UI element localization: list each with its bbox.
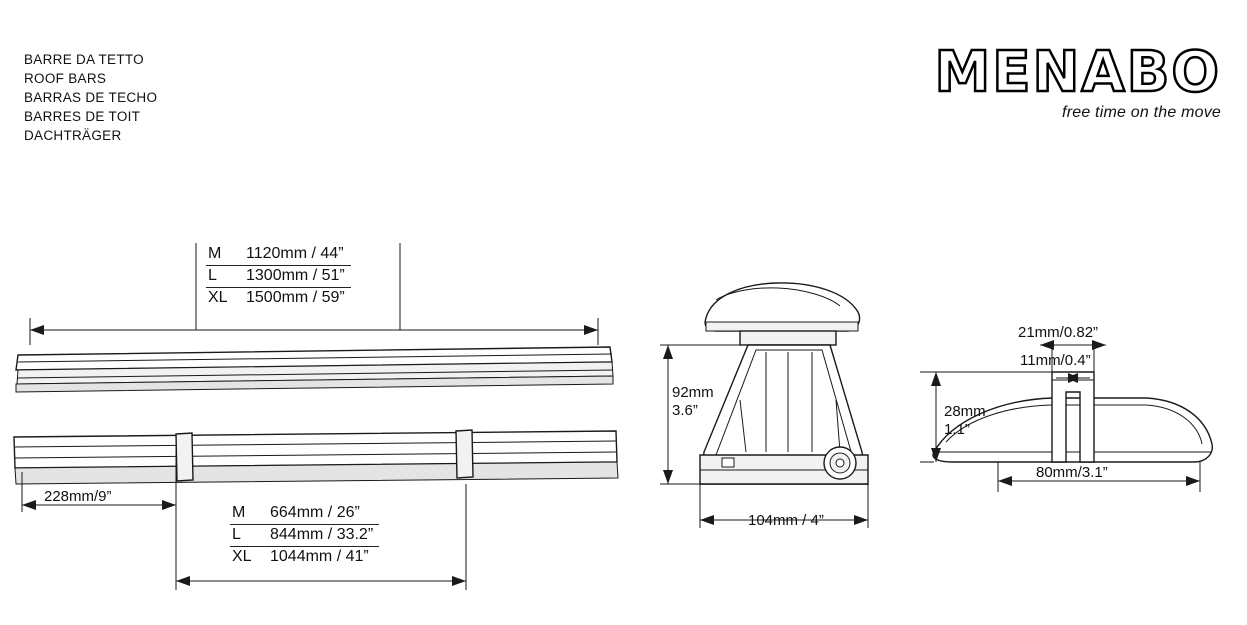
bar-span-table <box>230 503 379 568</box>
span-size-l: L <box>230 525 268 547</box>
length-value-xl: 1500mm / 59” <box>246 289 345 306</box>
span-value-l: 844mm / 33.2” <box>268 525 379 547</box>
table-row <box>206 288 351 310</box>
section-top-width: 21mm/0.82” <box>1018 324 1099 341</box>
table-row <box>230 525 379 547</box>
table-row <box>206 266 351 288</box>
length-size-m: M <box>206 244 244 266</box>
length-size-l: L <box>206 266 244 288</box>
title-fr: BARRES DE TOIT <box>24 109 141 124</box>
title-en: ROOF BARS <box>24 71 107 86</box>
brand-tagline: free time on the move <box>1062 104 1221 121</box>
length-value-l: 1300mm / 51” <box>244 266 351 288</box>
title-de: DACHTRÄGER <box>24 128 122 143</box>
table-row <box>206 244 351 266</box>
table-row <box>230 547 379 569</box>
overhang-dimension: 228mm/9” <box>44 488 112 505</box>
title-es: BARRAS DE TECHO <box>24 90 158 105</box>
section-height-in: 1.1” <box>944 421 970 438</box>
brand-wordmark: MENABO <box>934 40 1221 105</box>
section-slot-width: 11mm/0.4” <box>1020 352 1091 369</box>
length-value-m: 1120mm / 44” <box>244 244 351 266</box>
span-value-m: 664mm / 26” <box>268 503 379 525</box>
span-size-m: M <box>230 503 268 525</box>
foot-height-mm: 92mm <box>672 384 714 401</box>
table-row <box>230 503 379 525</box>
span-value-xl: 1044mm / 41” <box>270 548 369 565</box>
bar-length-table <box>206 244 351 309</box>
span-size-xl: XL <box>232 548 252 565</box>
foot-height-in: 3.6” <box>672 402 698 419</box>
foot-width: 104mm / 4” <box>748 512 824 529</box>
section-base-width: 80mm/3.1” <box>1036 464 1108 481</box>
section-height-mm: 28mm <box>944 403 986 420</box>
title-it: BARRE DA TETTO <box>24 52 144 67</box>
length-size-xl: XL <box>208 289 228 306</box>
